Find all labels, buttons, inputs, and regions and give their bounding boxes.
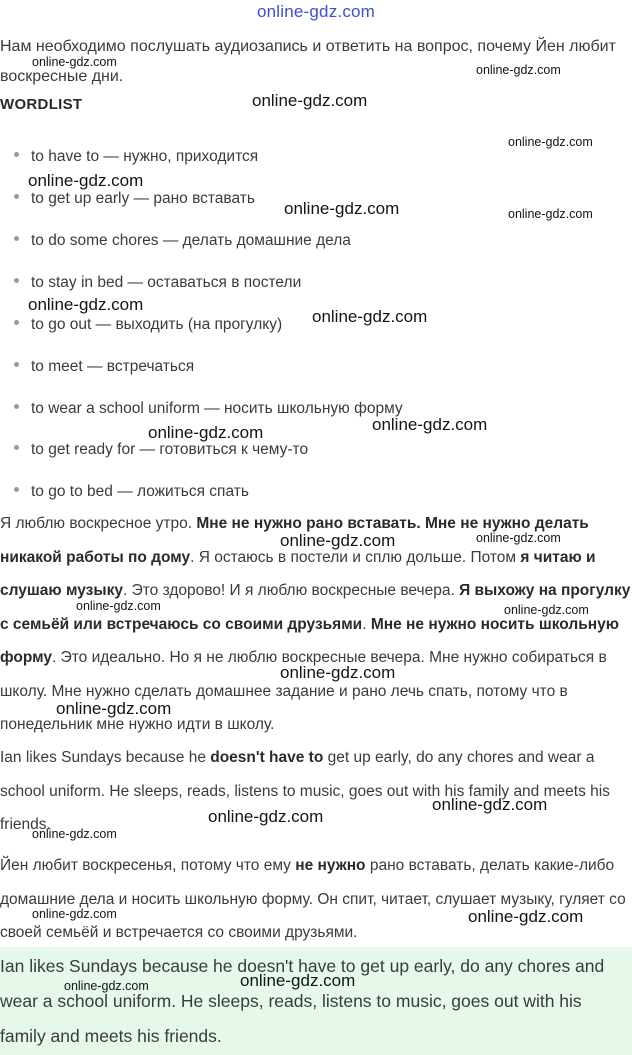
watermark: online-gdz.com bbox=[56, 699, 172, 718]
watermark: online-gdz.com bbox=[208, 807, 324, 826]
english-explanation: Ian likes Sundays because he doesn't have to get up early, do any chores and wear a school uniform. He sleeps, reads, listens to music, goes out with his family and meets his friends. bbox=[0, 749, 610, 833]
wordlist-item: to stay in bed — оставаться в постели bbox=[14, 274, 301, 292]
watermark: online-gdz.com bbox=[312, 307, 428, 326]
watermark: online-gdz.com bbox=[32, 55, 117, 69]
watermark: online-gdz.com bbox=[280, 531, 396, 550]
wordlist-item: to have to — нужно, приходится bbox=[14, 148, 258, 166]
bullet-icon bbox=[14, 236, 19, 241]
watermark: online-gdz.com bbox=[64, 979, 149, 993]
bullet-icon bbox=[14, 194, 19, 199]
intro-text: Нам необходимо послушать аудиозапись и ответить на вопрос, почему Йен любит воскресные дни. bbox=[0, 38, 616, 85]
watermark: online-gdz.com bbox=[76, 599, 161, 613]
wordlist-item: to get up early — рано вставать bbox=[14, 190, 255, 208]
translation-paragraph: Я люблю воскресное утро. Мне не нужно рано вставать. Мне не нужно делать никакой работы по дому. Я остаюсь в постели и сплю дольше. Потом я читаю и слушаю музыку. Это здорово! И я люблю воскресные вечера. Я выхожу на прогулку с семьёй или встречаюсь со своими друзьями. Мне не нужно носить школьную форму. Это идеально. Но я не люблю воскресные вечера. Мне нужно собираться в школу. Мне нужно сделать домашнее задание и рано лечь спать, потому что в понедельник мне нужно идти в школу. bbox=[0, 515, 631, 733]
watermark: online-gdz.com bbox=[476, 63, 561, 77]
watermark: online-gdz.com bbox=[504, 603, 589, 617]
watermark: online-gdz.com bbox=[468, 907, 584, 926]
wordlist-item: to go to bed — ложиться спать bbox=[14, 483, 249, 501]
watermark: online-gdz.com bbox=[432, 795, 548, 814]
bullet-icon bbox=[14, 487, 19, 492]
site-header-link[interactable]: online-gdz.com bbox=[256, 2, 376, 21]
wordlist-item: to wear a school uniform — носить школьную форму bbox=[14, 400, 403, 418]
wordlist-item: to meet — встречаться bbox=[14, 358, 194, 376]
watermark: online-gdz.com bbox=[32, 907, 117, 921]
bullet-icon bbox=[14, 445, 19, 450]
watermark: online-gdz.com bbox=[28, 171, 144, 190]
bullet-icon bbox=[14, 152, 19, 157]
bullet-icon bbox=[14, 278, 19, 283]
watermark: online-gdz.com bbox=[508, 207, 593, 221]
watermark: online-gdz.com bbox=[148, 423, 264, 442]
wordlist-heading: WORDLIST bbox=[0, 96, 83, 113]
bullet-icon bbox=[14, 320, 19, 325]
watermark: online-gdz.com bbox=[284, 199, 400, 218]
wordlist-item: to go out — выходить (на прогулку) bbox=[14, 316, 282, 334]
watermark: online-gdz.com bbox=[32, 827, 117, 841]
answer-text: Ian likes Sundays because he doesn't have to get up early, do any chores and wear a school uniform. He sleeps, reads, listens to music, goes out with his family and meets his friends. bbox=[0, 956, 605, 1046]
watermark: online-gdz.com bbox=[28, 295, 144, 314]
watermark: online-gdz.com bbox=[372, 415, 488, 434]
watermark: online-gdz.com bbox=[280, 663, 396, 682]
watermark: online-gdz.com bbox=[508, 135, 593, 149]
bullet-icon bbox=[14, 404, 19, 409]
watermark: online-gdz.com bbox=[240, 971, 356, 990]
wordlist-item: to do some chores — делать домашние дела bbox=[14, 232, 351, 250]
bullet-icon bbox=[14, 362, 19, 367]
russian-explanation: Йен любит воскресенья, потому что ему не нужно рано вставать, делать какие-либо домашние дела и носить школьную форму. Он спит, читает, слушает музыку, гуляет со своей семьёй и встречается со своими друзьями. bbox=[0, 857, 626, 941]
wordlist-item: to get ready for — готовиться к чему-то bbox=[14, 441, 308, 459]
watermark: online-gdz.com bbox=[252, 91, 368, 110]
watermark: online-gdz.com bbox=[476, 531, 561, 545]
